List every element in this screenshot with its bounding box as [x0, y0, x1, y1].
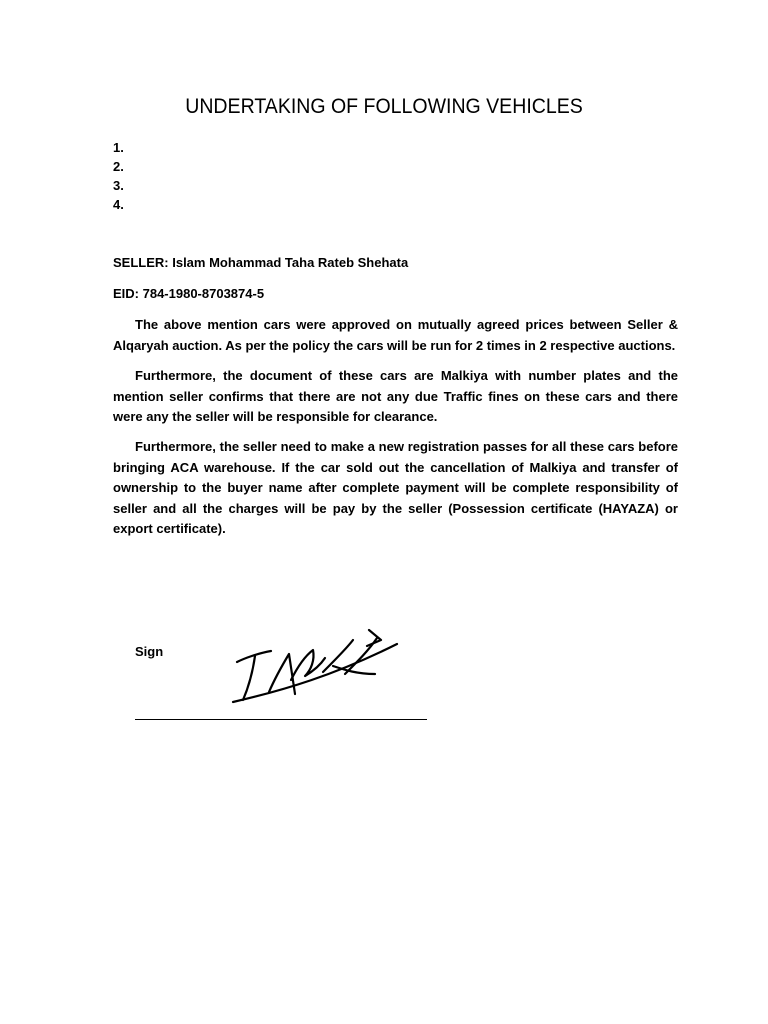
sign-label: Sign — [135, 644, 164, 659]
list-item: 3. — [113, 178, 124, 193]
seller-line: SELLER: Islam Mohammad Taha Rateb Shehata — [113, 255, 409, 270]
list-item: 4. — [113, 197, 124, 212]
vehicle-list — [113, 138, 124, 214]
list-item: 2. — [113, 159, 124, 174]
paragraph-malkiya: Furthermore, the document of these cars are Malkiya with number plates and the mention seller confirms that there are not any due Traffic fines on these cars and there were any the seller will be responsible for clearance. — [113, 368, 678, 424]
list-item: 1. — [113, 140, 124, 155]
signature-line — [135, 719, 427, 720]
document-title: UNDERTAKING OF FOLLOWING VEHICLES — [185, 95, 583, 118]
eid-line: EID: 784-1980-8703874-5 — [113, 286, 265, 301]
paragraph-registration: Furthermore, the seller need to make a new registration passes for all these cars before bringing ACA warehouse. If the car sold out the cancellation of Malkiya and transfer of ownership to the buyer name after complete payment will be complete responsibility of seller and all the charges will be pay by the seller (Possession certificate (HAYAZA) or export certificate). — [113, 439, 678, 536]
handwritten-signature — [225, 620, 405, 710]
paragraph-approval: The above mention cars were approved on mutually agreed prices between Seller & Alqaryah auction. As per the policy the cars will be run for 2 times in 2 respective auctions. — [113, 317, 678, 353]
